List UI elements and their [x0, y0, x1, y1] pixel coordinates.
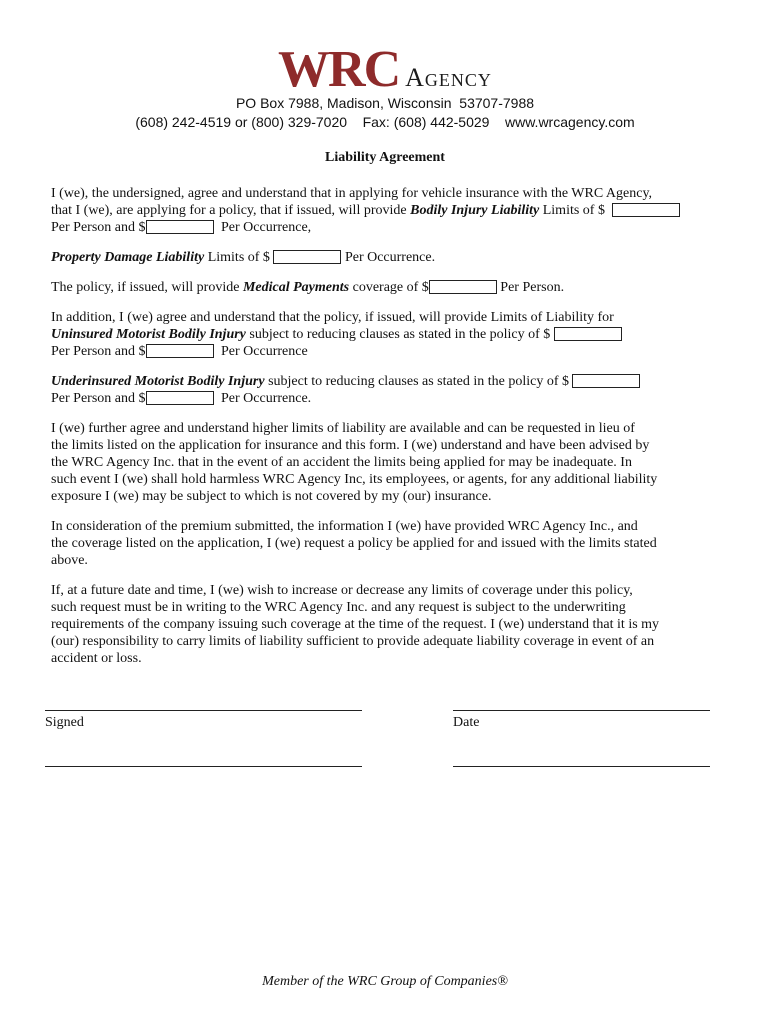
para8-line: accident or loss. — [51, 651, 142, 666]
per-person-text: Per Person and $ — [51, 220, 146, 235]
underinsured-per-person-input[interactable] — [146, 391, 214, 405]
document-title: Liability Agreement — [325, 150, 445, 165]
para3-per-person-text: Per Person. — [500, 280, 565, 295]
date-line-2[interactable] — [453, 766, 710, 767]
para1-limits-text: Limits of $ — [539, 203, 605, 218]
para6-line: I (we) further agree and understand higher limits of liability are available and can be requested in lieu of — [51, 421, 635, 436]
logo-sub: Agency — [405, 63, 492, 92]
para4-line2 — [51, 326, 622, 343]
per-occurrence-text: Per Occurrence, — [221, 220, 312, 235]
para1-line3 — [51, 219, 311, 236]
date-label: Date — [453, 715, 480, 730]
medical-payments-label: Medical Payments — [242, 280, 350, 295]
para8-line: requirements of the company issuing such coverage at the time of the request. I (we) understand that it is my — [51, 617, 660, 632]
signature-line[interactable] — [45, 710, 362, 711]
bodily-injury-label: Bodily Injury Liability — [410, 203, 540, 218]
para7-line: In consideration of the premium submitted, the information I (we) have provided WRC Agency Inc., and — [51, 519, 638, 534]
para7-line: the coverage listed on the application, I (we) request a policy be applied for and issued with the limits stated — [51, 536, 657, 551]
underinsured-motorist-limit-input[interactable] — [572, 374, 640, 388]
bodily-injury-per-person-input[interactable] — [146, 220, 214, 234]
para2-line — [51, 249, 435, 266]
uninsured-motorist-limit-input[interactable] — [554, 327, 622, 341]
para5-text: subject to reducing clauses as stated in the policy of $ — [264, 374, 569, 389]
para7-line: above. — [51, 553, 88, 568]
para6-line: the WRC Agency Inc. that in the event of an accident the limits being applied for may be inadequate. In — [51, 455, 632, 470]
para3-line — [51, 279, 564, 296]
para5-line1 — [51, 373, 640, 390]
para5-per-person-text: Per Person and $ — [51, 391, 146, 406]
para3-text: The policy, if issued, will provide — [51, 280, 243, 295]
para5-line2 — [51, 390, 311, 407]
para6-line: such event I (we) shall hold harmless WRC Agency Inc, its employees, or agents, for any additional liability — [51, 472, 658, 487]
para1-line1: I (we), the undersigned, agree and understand that in applying for vehicle insurance with the WRC Agency, — [51, 186, 653, 201]
contact-line: (608) 242-4519 or (800) 329-7020 Fax: (608) 442-5029 www.wrcagency.com — [135, 114, 635, 130]
para4-line3 — [51, 343, 308, 360]
para3-coverage-text: coverage of $ — [349, 280, 429, 295]
logo-main: WRC — [278, 41, 400, 98]
property-damage-label: Property Damage Liability — [51, 250, 205, 265]
para8-line: (our) responsibility to carry limits of liability sufficient to provide adequate liability coverage in event of an — [51, 634, 655, 649]
uninsured-motorist-label: Uninsured Motorist Bodily Injury — [51, 327, 246, 342]
para8-line: such request must be in writing to the WRC Agency Inc. and any request is subject to the underwriting — [51, 600, 626, 615]
para1-line2 — [51, 202, 680, 219]
para4-line1: In addition, I (we) agree and understand that the policy, if issued, will provide Limits of Liability for — [51, 310, 614, 325]
date-line[interactable] — [453, 710, 710, 711]
para2-text: Limits of $ — [204, 250, 270, 265]
medical-payments-input[interactable] — [429, 280, 497, 294]
para2-occurrence-text: Per Occurrence. — [344, 250, 436, 265]
para4-occurrence-text: Per Occurrence — [221, 344, 308, 359]
signature-line-2[interactable] — [45, 766, 362, 767]
uninsured-per-person-input[interactable] — [146, 344, 214, 358]
para6-line: exposure I (we) may be subject to which is not covered by my (our) insurance. — [51, 489, 492, 504]
signed-label: Signed — [45, 715, 84, 730]
para4-per-person-text: Per Person and $ — [51, 344, 146, 359]
para5-occurrence-text: Per Occurrence. — [221, 391, 312, 406]
para1-text: that I (we), are applying for a policy, that if issued, will provide — [51, 203, 411, 218]
underinsured-motorist-label: Underinsured Motorist Bodily Injury — [51, 374, 265, 389]
bodily-injury-limit-input[interactable] — [612, 203, 680, 217]
footer-text: Member of the WRC Group of Companies® — [262, 974, 508, 989]
company-logo — [0, 41, 770, 98]
para4-text: subject to reducing clauses as stated in the policy of $ — [245, 327, 551, 342]
para8-line: If, at a future date and time, I (we) wish to increase or decrease any limits of coverage under this policy, — [51, 583, 633, 598]
para6-line: the limits listed on the application for insurance and this form. I (we) understand and have been advised by — [51, 438, 650, 453]
address-line: PO Box 7988, Madison, Wisconsin 53707-7988 — [235, 95, 535, 111]
property-damage-limit-input[interactable] — [273, 250, 341, 264]
